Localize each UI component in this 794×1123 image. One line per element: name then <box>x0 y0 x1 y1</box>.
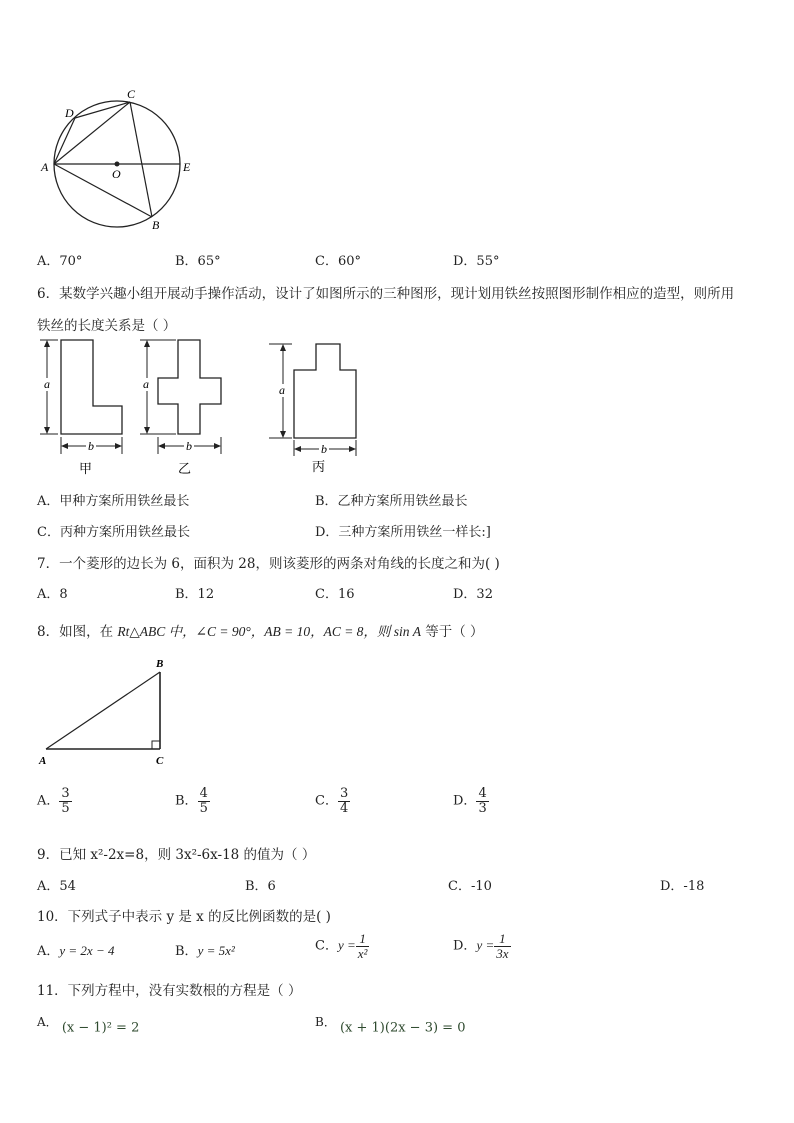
q6-option-d: D．三种方案所用铁丝一样长:] <box>315 525 491 540</box>
q6-option-b: B．乙种方案所用铁丝最长 <box>315 494 468 509</box>
q7-option-d: D．32 <box>453 587 493 602</box>
center-point <box>115 162 120 167</box>
q6-stem-line1: 6．某数学兴趣小组开展动手操作活动，设计了如图所示的三种图形，现计划用铁丝按照图形制作相应的造型，则所用 <box>37 286 735 302</box>
jia-b-text: b <box>88 439 94 453</box>
q6-option-c: C．丙种方案所用铁丝最长 <box>37 525 190 540</box>
q8-stem-math: Rt△ABC 中，∠C = 90°，AB = 10，AC = 8，则 sin A <box>117 624 421 639</box>
shape-bing <box>294 344 356 438</box>
segment-AB <box>54 164 152 217</box>
q6-stem-line2: 铁丝的长度关系是（ ） <box>37 318 177 334</box>
q11-stem: 11．下列方程中，没有实数根的方程是（ ） <box>37 983 302 999</box>
caption-jia: 甲 <box>79 461 93 476</box>
q9-option-d: D．-18 <box>660 879 705 894</box>
q5-option-d: D．55° <box>453 254 500 269</box>
segment-CB <box>130 102 152 217</box>
jia-a-text: a <box>44 377 50 391</box>
q10-stem: 10．下列式子中表示 y 是 x 的反比例函数的是( ) <box>37 909 331 925</box>
q11-option-b: B． (x + 1)(2x − 3) = 0 <box>315 1015 466 1036</box>
q5-option-a: A．70° <box>37 254 83 269</box>
q8-stem-pre: 8．如图，在 <box>37 624 118 640</box>
q7-option-b: B．12 <box>175 587 215 602</box>
bing-a-text: a <box>279 383 285 397</box>
q8-stem <box>37 620 484 640</box>
circle-figure <box>35 85 205 235</box>
tri-label-A: A <box>39 755 47 766</box>
q8-option-a: A． $\frac{3}{5}$ <box>37 786 70 816</box>
segment-DC <box>75 102 130 118</box>
shapes-figure <box>36 336 376 478</box>
q10-option-a: A．y = 2x − 4 <box>37 943 115 959</box>
q9-option-c: C．-10 <box>448 879 492 894</box>
shape-jia <box>61 340 122 434</box>
q5-option-b: B．65° <box>175 254 221 269</box>
q8-stem-post: 等于（ ） <box>420 624 484 640</box>
label-E: E <box>183 160 191 174</box>
tri-label-B: B <box>156 658 164 670</box>
q5-option-c: C．60° <box>315 254 361 269</box>
q7-stem: 7．一个菱形的边长为 6，面积为 28，则该菱形的两条对角线的长度之和为( ) <box>37 556 500 572</box>
q8-option-d: D． $\frac{4}{3}$ <box>453 786 487 816</box>
segment-AD <box>54 118 75 164</box>
q9-option-a: A．54 <box>37 879 76 894</box>
bing-b-text: b <box>321 442 327 456</box>
shape-yi <box>158 340 221 434</box>
label-A: A <box>41 160 49 174</box>
q8-option-c: C． $\frac{3}{4}$ <box>315 786 349 816</box>
side-AB <box>46 672 160 749</box>
label-B: B <box>152 218 160 232</box>
q6-option-a: A．甲种方案所用铁丝最长 <box>37 494 190 509</box>
label-O: O <box>112 167 121 181</box>
q9-stem: 9．已知 x²-2x=8，则 3x²-6x-18 的值为（ ） <box>37 847 316 863</box>
q10-option-d: D．y = $\frac{1}{3x}$ <box>453 931 509 961</box>
q11-option-a: A． (x − 1)² = 2 <box>37 1015 140 1036</box>
q9-option-b: B．6 <box>245 879 276 894</box>
caption-yi: 乙 <box>178 461 192 476</box>
tri-label-C: C <box>156 755 164 766</box>
q10-option-b: B．y = 5x² <box>175 943 235 959</box>
yi-b-text: b <box>186 439 192 453</box>
yi-a-text: a <box>143 377 149 391</box>
triangle-figure <box>36 654 176 766</box>
q8-option-b: B． $\frac{4}{5}$ <box>175 786 208 816</box>
label-D: D <box>65 106 74 120</box>
q7-option-a: A．8 <box>37 587 68 602</box>
right-angle-mark <box>152 741 160 749</box>
q10-option-c: C．y = $\frac{1}{\text{x²}}$ <box>315 931 368 961</box>
q7-option-c: C．16 <box>315 587 355 602</box>
label-C: C <box>127 87 136 101</box>
caption-bing: 丙 <box>312 459 326 474</box>
